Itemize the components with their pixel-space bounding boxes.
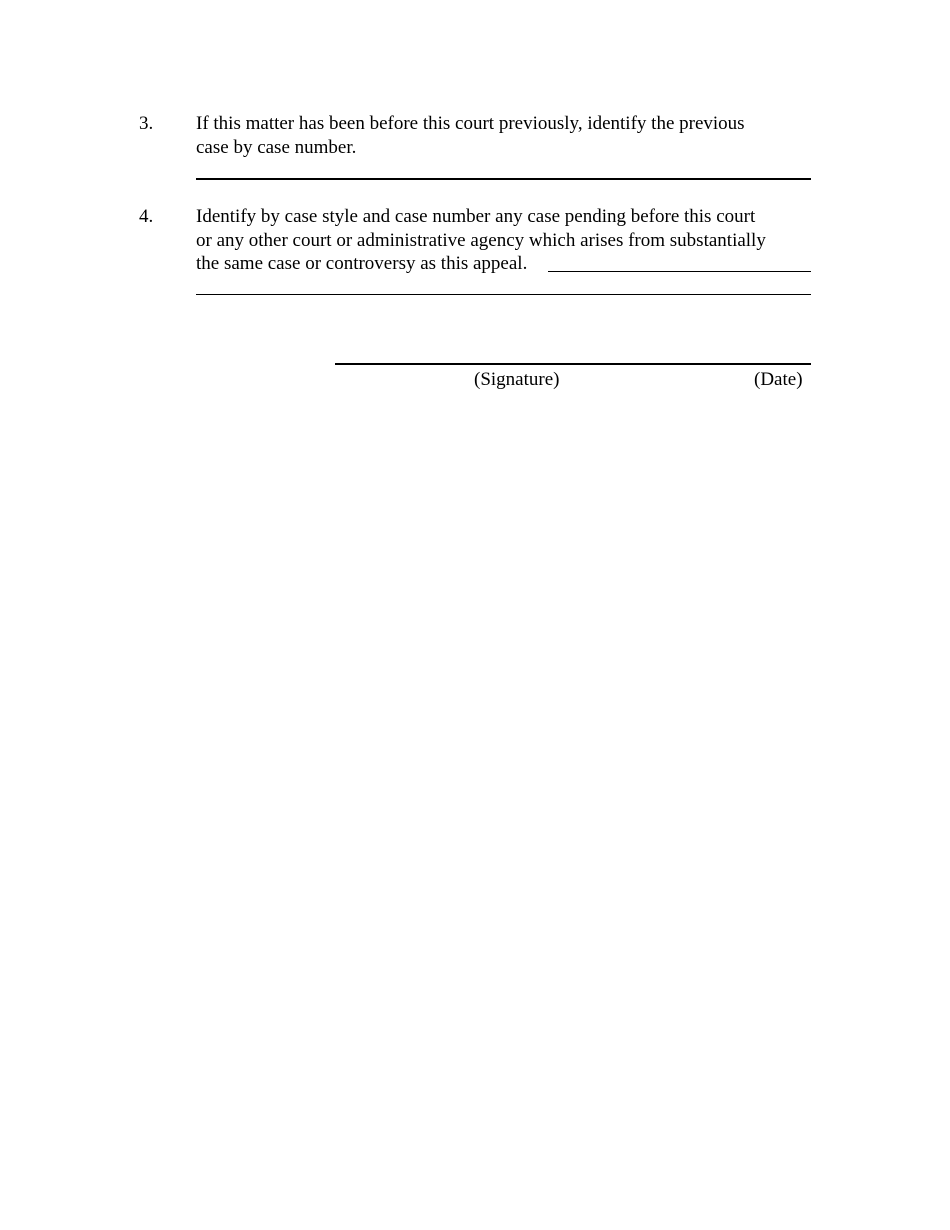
question-4-number: 4. bbox=[139, 206, 154, 227]
signature-label: (Signature) bbox=[474, 369, 560, 390]
question-3-line-2: case by case number. bbox=[196, 136, 357, 158]
question-3-text bbox=[196, 112, 811, 159]
question-4-answer-line[interactable] bbox=[196, 294, 811, 295]
question-4-line-3: the same case or controversy as this appeal. bbox=[196, 253, 528, 274]
question-4-line-2: or any other court or administrative agency which arises from substantially bbox=[196, 229, 766, 251]
date-label: (Date) bbox=[754, 369, 803, 390]
question-3-number: 3. bbox=[139, 113, 154, 134]
signature-line[interactable] bbox=[335, 363, 811, 365]
question-4-line-1: Identify by case style and case number any case pending before this court bbox=[196, 206, 756, 227]
question-4-text bbox=[196, 205, 811, 276]
question-3-line-1: If this matter has been before this court previously, identify the previous bbox=[196, 113, 745, 134]
question-4-answer-line-inline[interactable] bbox=[548, 271, 811, 272]
question-3-answer-line[interactable] bbox=[196, 178, 811, 180]
